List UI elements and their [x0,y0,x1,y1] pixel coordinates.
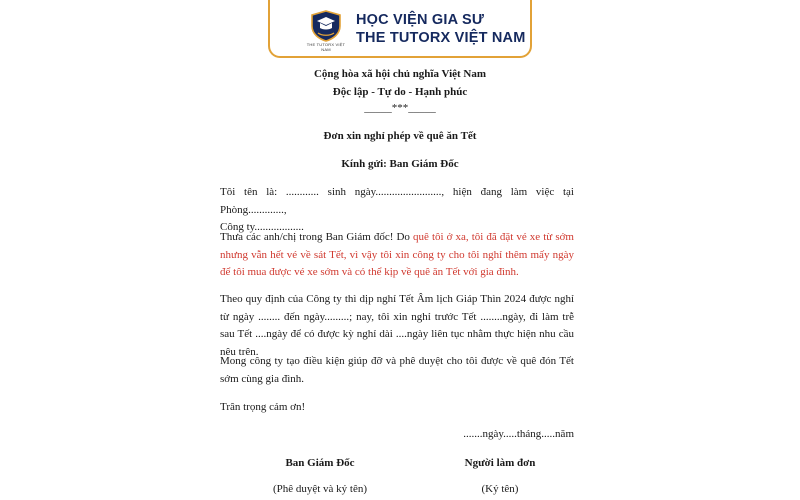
request-paragraph: Mong công ty tạo điều kiện giúp đỡ và phê duyệt cho tôi được về quê đón Tết sớm cùng gia đình. [220,355,574,385]
applicant-signature-note: (Ký tên) [481,483,519,495]
motto: Độc lập - Tự do - Hạnh phúc [332,86,468,98]
letter-recipient: Kính gửi: Ban Giám Đốc [341,158,459,170]
letter-subject: Đơn xin nghỉ phép về quê ăn Tết [323,130,477,142]
reason-lead: Thưa các anh/chị trong Ban Giám đốc! Do [220,231,413,243]
policy-paragraph: Theo quy định của Công ty thì dịp nghỉ Tết Âm lịch Giáp Thìn 2024 được nghỉ từ ngày ........ đến ngày.........; nay, tôi xin nghỉ trước Tết ........ngày, đi làm trễ sau Tết ....ngày để có được kỳ nghỉ dài ....ngày liên tục nhằm thực hiện nhu cầu nêu trên. [220,293,574,358]
board-signature-title: Ban Giám Đốc [285,457,355,469]
date-line: .......ngày.....tháng.....năm [463,428,574,440]
thanks-line: Trân trọng cảm ơn! [220,401,306,413]
reason-highlight: quê tôi ở xa, tôi đã đặt vé xe từ sớm nhưng vẫn hết vé về sát Tết, vì vậy tôi xin công ty cho tôi nghỉ thêm mấy ngày để tôi mua được vé xe sớm và có thể kịp về quê ăn Tết với gia đình. [220,231,574,278]
brand-line-1: HỌC VIỆN GIA SƯ [356,12,485,28]
applicant-signature-title: Người làm đơn [464,457,536,469]
board-signature-note: (Phê duyệt và ký tên) [272,483,368,495]
logo-caption: THE TUTORX VIỆT NAM [306,42,346,52]
national-title: Cộng hòa xã hội chủ nghĩa Việt Nam [313,68,487,80]
ornament-divider: _____***_____ [364,102,436,114]
intro-line-1: Tôi tên là: ............ sinh ngày........................, hiện đang làm việc tại Phòng............., [220,186,574,216]
reason-paragraph [220,229,574,282]
intro-line-2: Công ty.................. [220,221,304,233]
brand-line-2: THE TUTORX VIỆT NAM [356,30,526,46]
